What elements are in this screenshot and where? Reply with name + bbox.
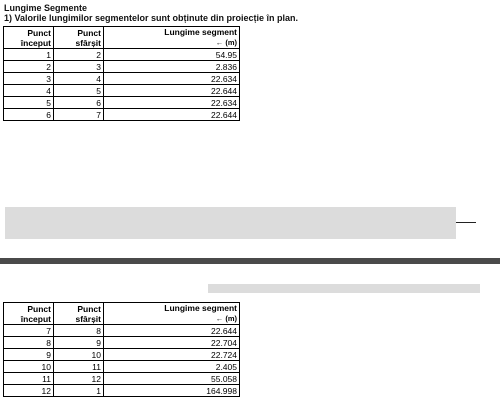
header-end-line2: sfârșit xyxy=(75,314,101,324)
cell-end: 10 xyxy=(54,349,104,361)
document-page-2 xyxy=(0,264,500,400)
cell-length: 22.634 xyxy=(104,73,240,85)
cell-length: 22.634 xyxy=(104,97,240,109)
header-end-line1: Punct xyxy=(77,304,101,314)
cell-length: 22.644 xyxy=(104,85,240,97)
header-segment-length xyxy=(104,27,240,49)
header-end-line1: Punct xyxy=(77,28,101,38)
table-row xyxy=(4,325,240,337)
header-start-point xyxy=(4,27,54,49)
cell-start: 8 xyxy=(4,337,54,349)
cell-length: 164.998 xyxy=(104,385,240,397)
cell-length: 2.836 xyxy=(104,61,240,73)
cell-length: 22.644 xyxy=(104,109,240,121)
cell-start: 7 xyxy=(4,325,54,337)
header-end-point xyxy=(54,27,104,49)
table-row xyxy=(4,49,240,61)
header-length-line1: Lungime segment xyxy=(164,27,237,37)
cell-start: 2 xyxy=(4,61,54,73)
header-start-line1: Punct xyxy=(27,28,51,38)
table-row xyxy=(4,337,240,349)
cell-end: 12 xyxy=(54,373,104,385)
line-marker xyxy=(456,222,476,223)
table-row xyxy=(4,97,240,109)
header-start-line1: Punct xyxy=(27,304,51,314)
cell-end: 6 xyxy=(54,97,104,109)
table-row xyxy=(4,385,240,397)
header-length-line1: Lungime segment xyxy=(164,303,237,313)
cell-start: 11 xyxy=(4,373,54,385)
table-row xyxy=(4,85,240,97)
section-title: Lungime Segmente xyxy=(4,3,88,13)
header-start-line2: început xyxy=(20,314,51,324)
cell-end: 3 xyxy=(54,61,104,73)
cell-start: 4 xyxy=(4,85,54,97)
cell-start: 9 xyxy=(4,349,54,361)
cell-end: 4 xyxy=(54,73,104,85)
cell-length: 54.95 xyxy=(104,49,240,61)
cell-start: 1 xyxy=(4,49,54,61)
cell-start: 3 xyxy=(4,73,54,85)
cell-end: 8 xyxy=(54,325,104,337)
segments-table-1 xyxy=(3,26,240,121)
cell-end: 7 xyxy=(54,109,104,121)
table-header-row xyxy=(4,27,240,49)
cell-length: 22.704 xyxy=(104,337,240,349)
cell-start: 5 xyxy=(4,97,54,109)
section-subtitle: 1) Valorile lungimilor segmentelor sunt obținute din proiecție în plan. xyxy=(4,13,299,23)
cell-end: 11 xyxy=(54,361,104,373)
table-row xyxy=(4,61,240,73)
segments-table-2 xyxy=(3,302,240,397)
table-row xyxy=(4,109,240,121)
header-segment-length xyxy=(104,303,240,325)
header-length-unit: ← (m) xyxy=(215,314,237,323)
cell-length: 22.644 xyxy=(104,325,240,337)
cell-length: 55.058 xyxy=(104,373,240,385)
cell-end: 9 xyxy=(54,337,104,349)
header-end-line2: sfârșit xyxy=(75,38,101,48)
header-end-point xyxy=(54,303,104,325)
cell-end: 1 xyxy=(54,385,104,397)
table-row xyxy=(4,349,240,361)
cell-start: 6 xyxy=(4,109,54,121)
cell-start: 12 xyxy=(4,385,54,397)
table-row xyxy=(4,361,240,373)
cell-length: 2.405 xyxy=(104,361,240,373)
redacted-block xyxy=(5,207,456,239)
cell-end: 5 xyxy=(54,85,104,97)
table-row xyxy=(4,73,240,85)
redacted-strip xyxy=(208,284,480,293)
header-start-point xyxy=(4,303,54,325)
header-length-unit: ← (m) xyxy=(215,38,237,47)
cell-start: 10 xyxy=(4,361,54,373)
cell-length: 22.724 xyxy=(104,349,240,361)
cell-end: 2 xyxy=(54,49,104,61)
table-header-row xyxy=(4,303,240,325)
table-row xyxy=(4,373,240,385)
header-start-line2: început xyxy=(20,38,51,48)
